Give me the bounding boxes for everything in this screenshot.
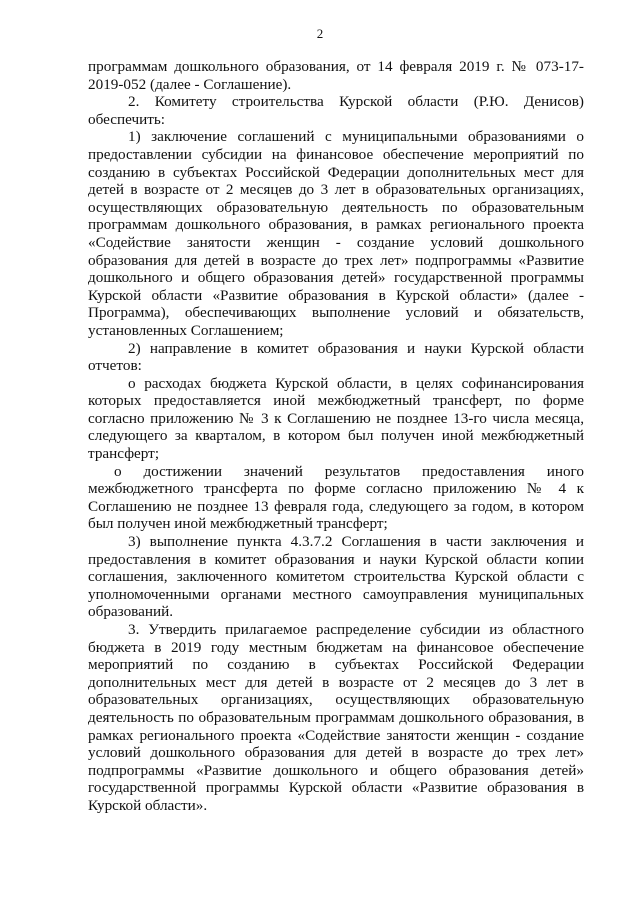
paragraph-report-results: о достижении значений результатов предоставления иного межбюджетного трансферта по форме согласно приложению № 4 к Соглашению не позднее 13 февраля года, следующего за годом, в котором был получен иной межбюджетный трансферт;: [88, 462, 584, 533]
paragraph-item-2: 2. Комитету строительства Курской области (Р.Ю. Денисов) обеспечить:: [88, 93, 584, 128]
paragraph-report-expenses: о расходах бюджета Курской области, в целях софинансирования которых предоставляется иной межбюджетный трансферт, по форме согласно приложению № 3 к Соглашению не позднее 13-го числа месяца, следующего за кварталом, в котором был получен иной межбюджетный трансферт;: [88, 374, 584, 463]
paragraph-subitem-2: 2) направление в комитет образования и науки Курской области отчетов:: [88, 339, 584, 375]
paragraph-subitem-1: 1) заключение соглашений с муниципальными образованиями о предоставлении субсидии на финансовое обеспечение мероприятий по созданию в субъектах Российской Федерации дополнительных мест для детей в возрасте от 2 месяцев до 3 лет в образовательных организациях, осуществляющих образовательную деятельность по образовательным программам дошкольного образования, в рамках регионального проекта «Содействие занятости женщин - создание условий дошкольного образования для детей в возрасте до трех лет» подпрограммы «Развитие дошкольного и общего образования детей» государственной программы Курской области «Развитие образования в Курской области» (далее - Программа), обеспечивающих выполнение условий и обязательств, установленных Соглашением;: [88, 128, 584, 339]
page-number: 2: [316, 26, 324, 41]
paragraph-item-3: 3. Утвердить прилагаемое распределение субсидии из областного бюджета в 2019 году местным бюджетам на финансовое обеспечение мероприятий по созданию в субъектах Российской Федерации дополнительных мест для детей в возрасте от 2 месяцев до 3 лет в образовательных организациях, осуществляющих образовательную деятельность по образовательным программам дошкольного образования, в рамках регионального проекта «Содействие занятости женщин - создание условий дошкольного образования для детей в возрасте до трех лет» подпрограммы «Развитие дошкольного и общего образования детей» государственной программы Курской области «Развитие образования в Курской области».: [88, 621, 584, 814]
paragraph-continuation: программам дошкольного образования, от 14 февраля 2019 г. № 073-17-2019-052 (далее - Соглашение).: [88, 58, 584, 93]
paragraph-subitem-3: 3) выполнение пункта 4.3.7.2 Соглашения в части заключения и предоставления в комитет образования и науки Курской области копии соглашения, заключенного комитетом строительства Курской области с уполномоченными органами местного самоуправления муниципальных образований.: [88, 533, 584, 621]
